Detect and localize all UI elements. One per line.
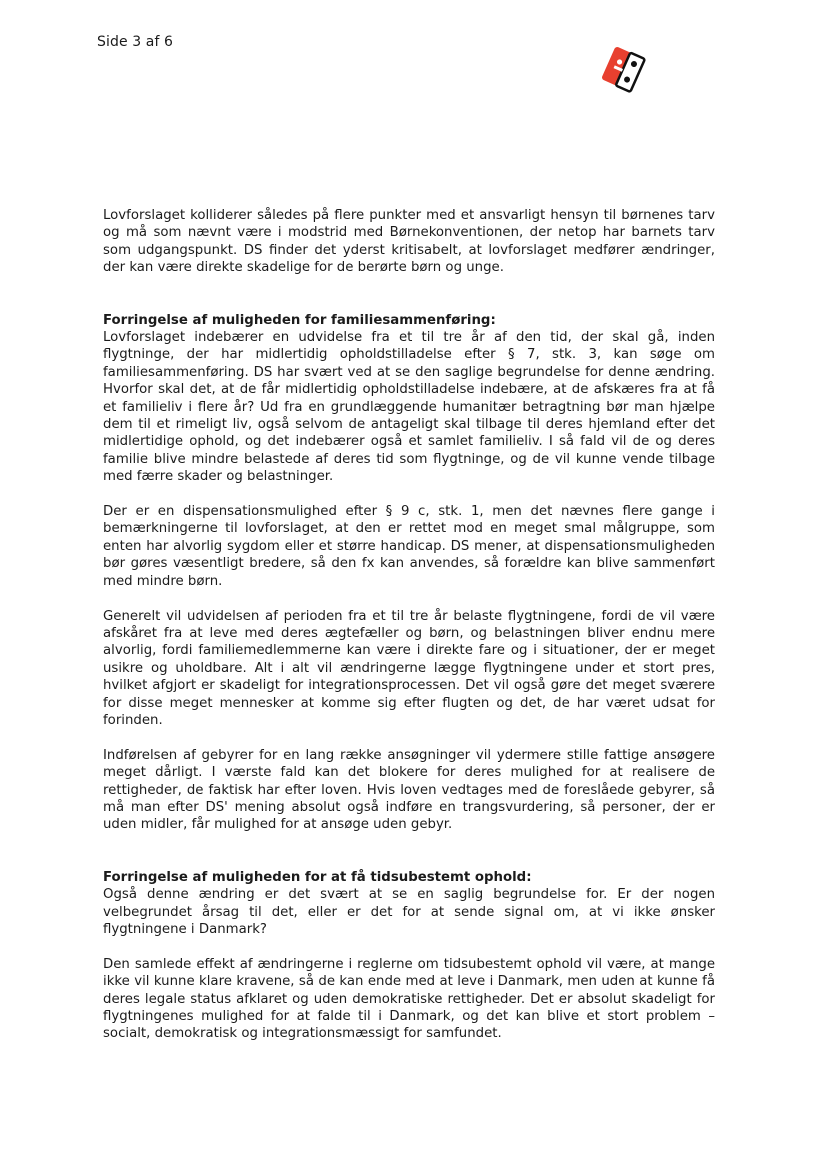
- ds-logo-graphic: [590, 40, 656, 98]
- paragraph-intro: Lovforslaget kolliderer således på flere punkter med et ansvarligt hensyn til børnenes tarv og må som nævnt være i modstrid med Børnekonventionen, der netop har barnets tarv som udgangspunkt. DS finder det yderst kritisabelt, at lovforslaget medfører ændringer, der kan være direkte skadelige for de berørte børn og unge.: [103, 208, 715, 276]
- page-number: Side 3 af 6: [97, 34, 174, 50]
- paragraph-family-2: Der er en dispensationsmulighed efter § 9 c, stk. 1, men det nævnes flere gange i bemærkningerne til lovforslaget, at den er rettet mod en meget smal målgruppe, som enten har alvorlig sygdom eller et større handicap. DS mener, at dispensationsmuligheden bør gøres væsentligt bredere, så den fx kan anvendes, så forældre kan blive sammenført med mindre børn.: [103, 504, 715, 589]
- paragraph-family-4: Indførelsen af gebyrer for en lang række ansøgninger vil ydermere stille fattige ansøgere meget dårligt. I værste fald kan det blokere for deres mulighed for at realisere de rettigheder, de faktisk har efter loven. Hvis loven vedtages med de foreslåede gebyrer, så må man efter DS' mening absolut også indføre en trangsvurdering, så personer, der er uden midler, får mulighed for at ansøge uden gebyr.: [103, 747, 715, 833]
- document-body: [103, 207, 715, 1043]
- paragraph-family-3: Generelt vil udvidelsen af perioden fra et til tre år belaste flygtningene, fordi de vil være afskåret fra at leve med deres ægtefæller og børn, og belastningen bliver endnu mere alvorlig, fordi familiemedlemmerne kan være i direkte fare og i situationer, der er meget usikre og uholdbare. Alt i alt vil ændringerne lægge flygtningene under et stort pres, hvilket afgjort er skadeligt for integrationsprocessen. Det vil også gøre det meget sværere for disse meget mennesker at komme sig efter flugten og det, de har været udsat for forinden.: [103, 608, 715, 728]
- ds-logo-icon: [590, 40, 656, 98]
- paragraph-residence-1: Også denne ændring er det svært at se en saglig begrundelse for. Er der nogen velbegrundet årsag til det, eller er det for at sende signal om, at vi ikke ønsker flygtningene i Danmark?: [103, 887, 715, 937]
- paragraph-residence-2: Den samlede effekt af ændringerne i reglerne om tidsubestemt ophold vil være, at mange ikke vil kunne klare kravene, så de kan ende med at leve i Danmark, men uden at kunne få deres legale status afklaret og uden demokratiske rettigheder. Det er absolut skadeligt for flygtningenes mulighed for at falde til i Danmark, og det kan blive et stort problem – socialt, demokratisk og integrationsmæssigt for samfundet.: [103, 956, 715, 1042]
- section-heading-family-reunification: Forringelse af muligheden for familiesammenføring:: [103, 312, 496, 328]
- section-heading-permanent-residence: Forringelse af muligheden for at få tidsubestemt ophold:: [103, 869, 532, 885]
- paragraph-family-1: Lovforslaget indebærer en udvidelse fra et til tre år af den tid, der skal gå, inden flygtninge, der har midlertidig opholdstilladelse efter § 7, stk. 3, kan søge om familiesammenføring. DS har svært ved at se den saglige begrundelse for denne ændring. Hvorfor skal det, at de får midlertidig opholdstilladelse indebære, at de afskæres fra at få et familieliv i flere år? Ud fra en grundlæggende humanitær betragtning bør man hjælpe dem til et rimeligt liv, også selvom de antageligt skal tilbage til deres hjemland efter det midlertidige ophold, og det indebærer også et samlet familieliv. I så fald vil de og deres familie blive mindre belastede af deres tid som flygtninge, og de vil kunne vende tilbage med færre skader og belastninger.: [103, 330, 715, 485]
